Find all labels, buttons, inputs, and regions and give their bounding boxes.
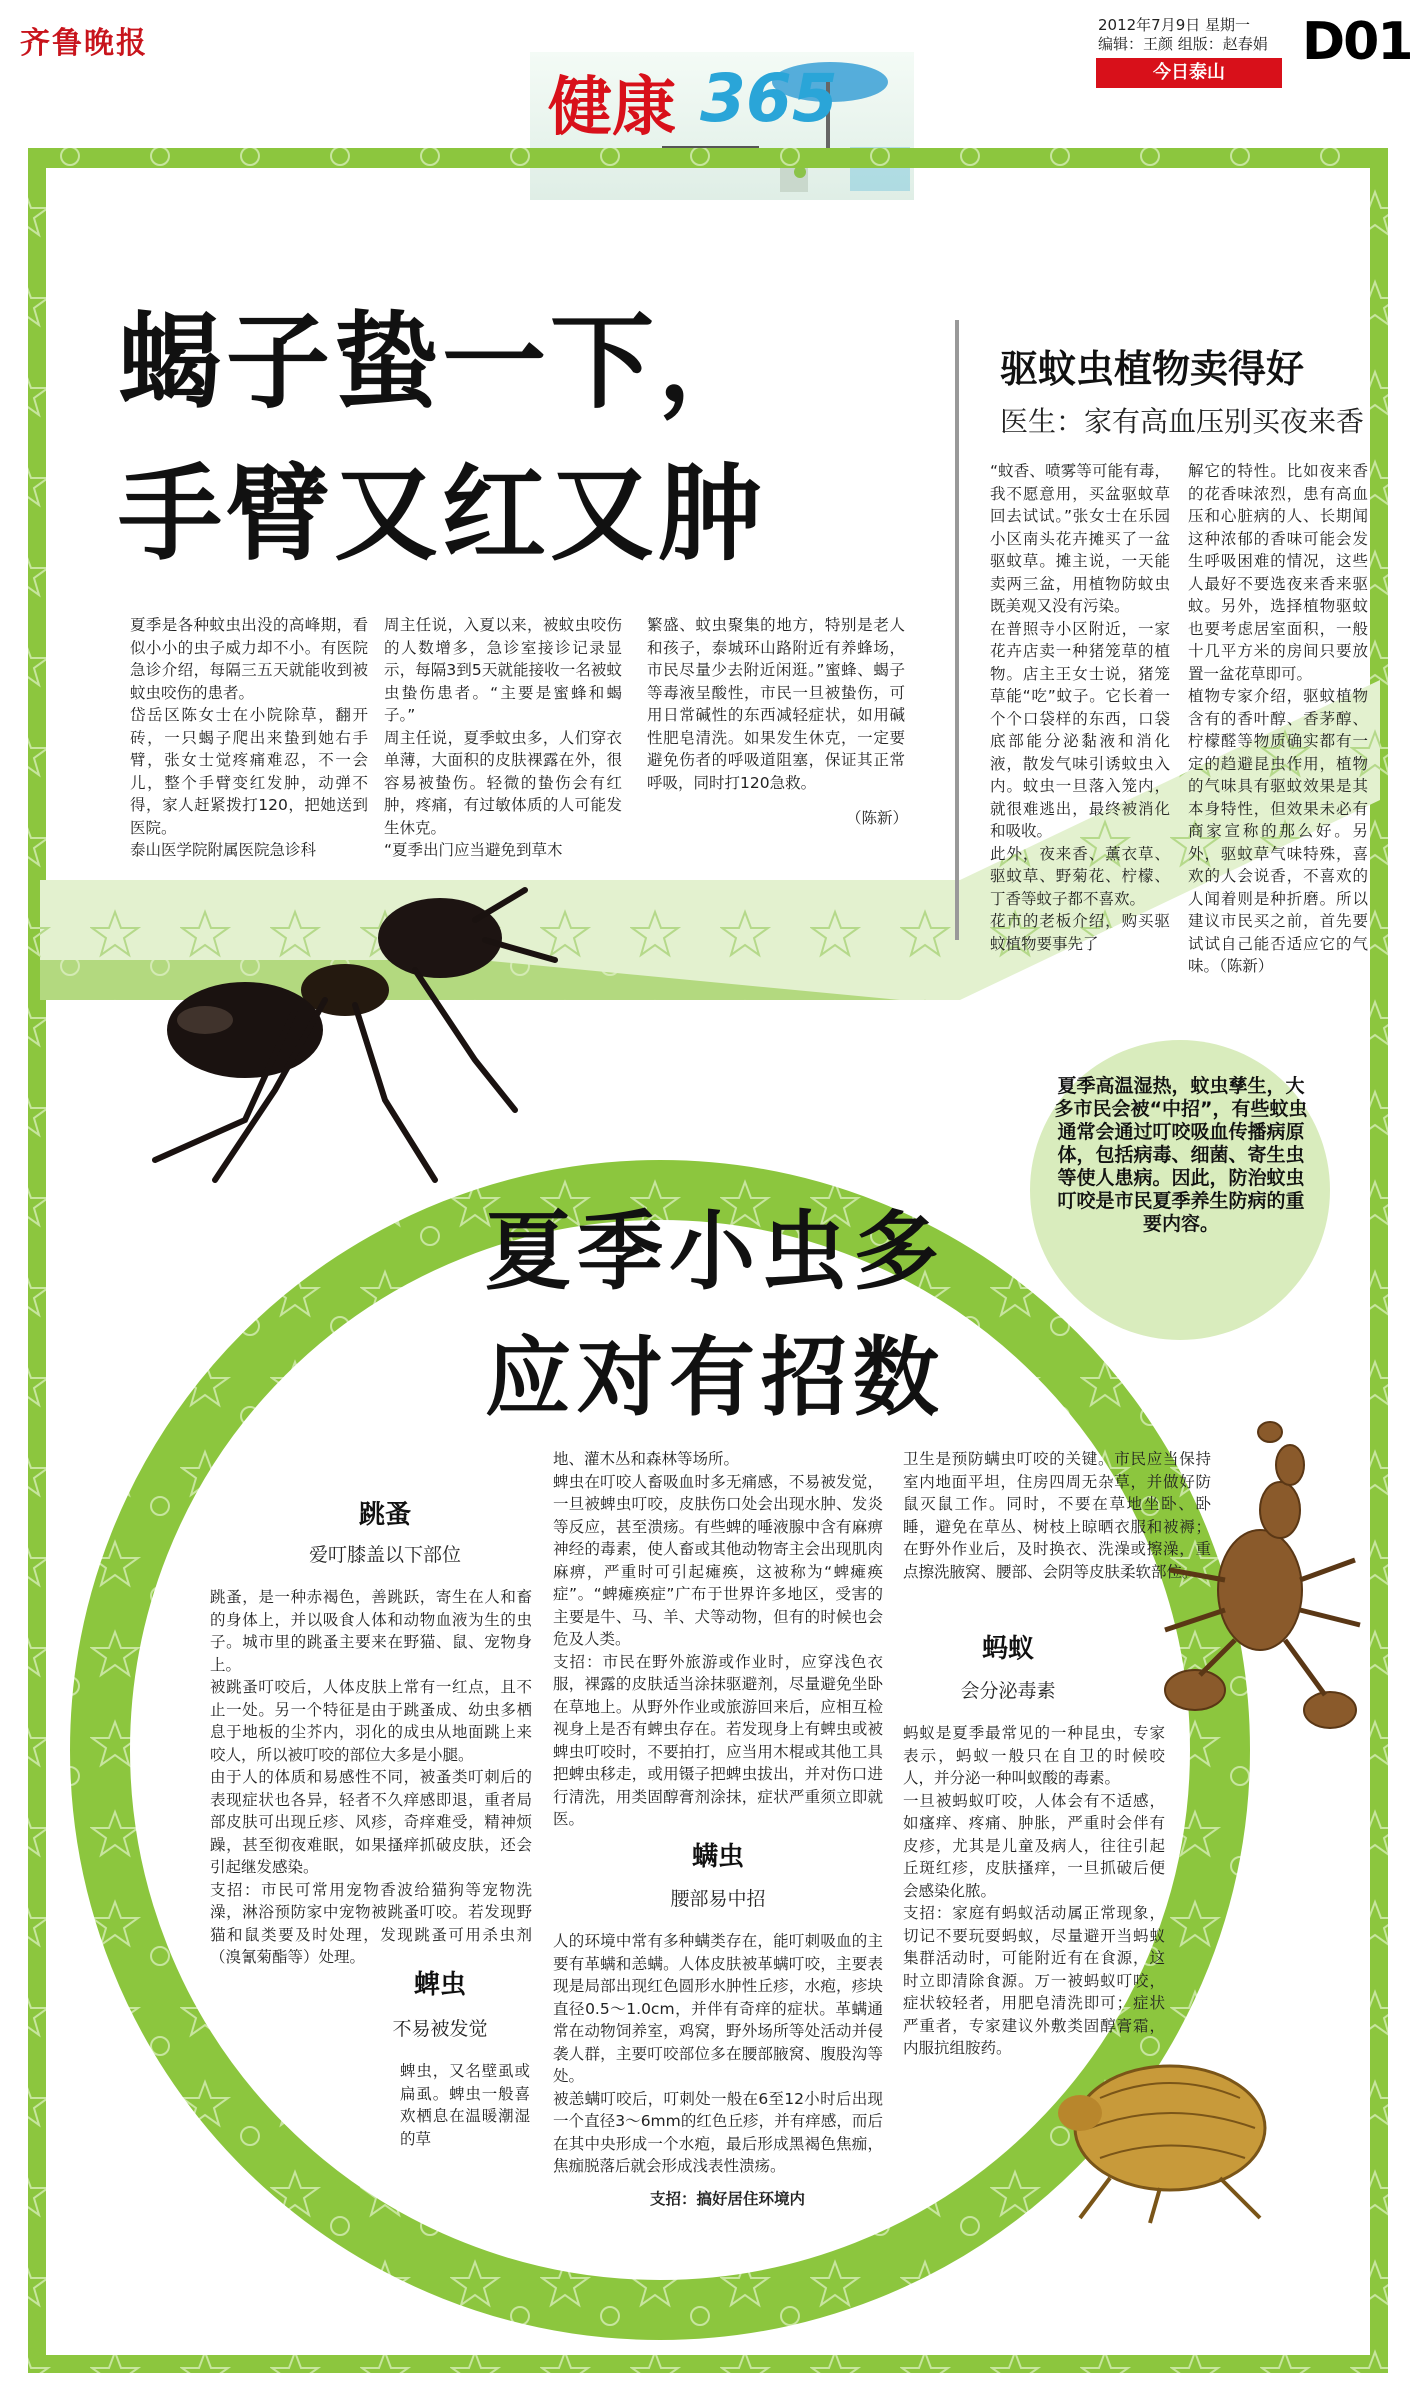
ant-illustration: [95, 880, 575, 1210]
mite-section-body: 人的环境中常有多种螨类存在，能叮刺吸血的主要有革螨和恙螨。人体皮肤被革螨叮咬，主要表现是局部出现红色圆形水肿性丘疹，水疱，疹块直径0.5～1.0cm，并伴有奇痒的症状。革螨通常在动物饲养室，鸡窝，野外场所等处活动并侵袭人群，主要叮咬部位多在腰部腋窝、腹股沟等处。 被恙螨叮咬后，叮刺处一般在6至12小时后出现一个直径3～6mm的红色丘疹，并有痒感，而后在其中央形成一个水疱，最后形成黑褐色焦痂，焦痂脱落后就会形成浅表性溃疡。: [553, 1932, 883, 2175]
flea-section-body: 跳蚤，是一种赤褐色，善跳跃，寄生在人和畜的身体上，并以吸食人体和动物血液为生的虫子。城市里的跳蚤主要来在野猫、鼠、宠物身上。 被跳蚤叮咬后，人体皮肤上常有一红点，且不止一处。另一个特征是由于跳蚤成、幼虫多栖息于地板的尘芥内，羽化的成虫从地面跳上来咬人，所以被叮咬的部位大多是小腿。 由于人的体质和易感性不同，被蚤类叮刺后的表现症状也各异，轻者不久痒感即退，重者局部皮肤可出现丘疹、风疹，奇痒难受，精神烦躁，甚至彻夜难眠，如果搔痒抓破皮肤，还会引起继发感染。 支招：市民可常用宠物香波给猫狗等宠物洗澡，淋浴预防家中宠物被跳蚤叮咬。若发现野猫和鼠类要及时处理，发现跳蚤可用杀虫剂（溴氰菊酯等）处理。: [210, 1588, 532, 1966]
side-story-col2: 解它的特性。比如夜来香的花香味浓烈，患有高血压和心脏病的人、长期闻这种浓郁的香味可能会发生呼吸困难的情况，这些人最好不要选夜来香来驱蚊。另外，选择植物驱蚊也要考虑居室面积，一般十几平方米的房间只要放置一盆花草即可。 植物专家介绍，驱蚊植物含有的香叶醇、香茅醇、柠檬醛等物质确实都有一定的趋避昆虫作用，植物的气味具有驱蚊效果是其本身特性，但效果未必有商家宣称的那么好。另外，驱蚊草气味特殊，喜欢的人会说香，不喜欢的人闻着则是种折磨。所以建议市民买之前，首先要试试自己能否适应它的气味。（陈新）: [1188, 462, 1368, 975]
tick-section-body: 蜱虫，又名壁虱或扁虱。蜱虫一般喜欢栖息在温暖潮湿的草: [400, 2062, 530, 2148]
feature-headline-line1: 夏季小虫多: [485, 1202, 945, 1302]
tick-section-continued: 地、灌木丛和森林等场所。 蜱虫在叮咬人畜吸血时多无痛感，不易被发觉，一旦被蜱虫叮咬，皮肤伤口处会出现水肿、发炎等反应，甚至溃疡。有些蜱的唾液腺中含有麻痹神经的毒素，使人畜或其他动物寄主会出现肌肉麻痹，严重时可引起瘫痪，这被称为“蜱瘫痪症”。“蜱瘫痪症”广布于世界许多地区，受害的主要是牛、马、羊、犬等动物，但有的时候也会危及人类。 支招：市民在野外旅游或作业时，应穿浅色衣服，裸露的皮肤适当涂抹驱避剂，尽量避免坐卧在草地上。从野外作业或旅游回来后，应相互检视身上是否有蜱虫存在。若发现身上有蜱虫或被蜱虫叮咬时，不要拍打，应当用木棍或其他工具把蜱虫移走，或用镊子把蜱虫拔出，并对伤口进行清洗，用类固醇膏剂涂抹，症状严重须立即就医。: [553, 1450, 883, 1828]
ant-section-title: 蚂蚁: [981, 1634, 1034, 1664]
main-story-byline: （陈新）: [846, 809, 909, 827]
flea-illustration: [1040, 2028, 1290, 2228]
newspaper-logo: 齐鲁晚报: [20, 26, 148, 61]
scorpion-illustration: [1140, 1420, 1370, 1750]
ant-section-body: 蚂蚁是夏季最常见的一种昆虫，专家表示，蚂蚁一般只在自卫的时候咬人，并分泌一种叫蚁酸的毒素。 一旦被蚂蚁叮咬，人体会有不适感，如瘙痒、疼痛、肿胀，严重时会伴有皮疹，尤其是儿童及病人，往往引起丘斑红疹，皮肤搔痒，一旦抓破后便会感染化脓。 支招：家庭有蚂蚁活动属正常现象，切记不要玩耍蚂蚁，尽量避开当蚂蚁集群活动时，可能附近有在食源，这时立即清除食源。万一被蚂蚁叮咬，症状较轻者，用肥皂清洗即可；症状严重者，专家建议外敷类固醇膏霜，内服抗组胺药。: [903, 1724, 1165, 2057]
main-story-col2: 周主任说，入夏以来，被蚊虫咬伤的人数增多，急诊室接诊记录显示，每隔3到5天就能接收一名被蚊虫蛰伤患者。“主要是蜜蜂和蝎子。” 周主任说，夏季蚊虫多，人们穿衣单薄，大面积的皮肤裸露在外，很容易被蛰伤。轻微的蛰伤会有红肿，疼痛，有过敏体质的人可能发生休克。 “夏季出门应当避免到草木: [384, 616, 622, 859]
mite-section-continued: 卫生是预防螨虫叮咬的关键。市民应当保持室内地面平坦，住房四周无杂草，并做好防鼠灭鼠工作。同时，不要在草地坐卧、卧睡，避免在草丛、树枝上晾晒衣服和被褥；在野外作业后，及时换衣、洗澡或擦澡，重点擦洗腋窝、腰部、会阴等皮肤柔软部位。: [903, 1450, 1211, 1581]
column-title: 健康: [548, 70, 676, 145]
flea-section-title: 跳蚤: [358, 1500, 411, 1530]
side-headline: 驱蚊虫植物卖得好: [1000, 347, 1305, 391]
mite-section-title: 螨虫: [691, 1842, 744, 1872]
side-story-col1: “蚊香、喷雾等可能有毒，我不愿意用，买盆驱蚊草回去试试。”张女士在乐园小区南头花卉摊买了一盆驱蚊草。摊主说，一天能卖两三盆，用植物防蚊虫既美观又没有污染。 在普照寺小区附近，一家花卉店卖一种猪笼草的植物。店主王女士说，猪笼草能“吃”蚊子。它长着一个个口袋样的东西，口袋底部能分泌黏液和消化液，散发气味引诱蚊虫入内。蚊虫一旦落入笼内，就很难逃出，最终被消化和吸收。 此外，夜来香、薰衣草、驱蚊草、野菊花、柠檬、丁香等蚊子都不喜欢。 花市的老板介绍，购买驱蚊植物要事先了: [990, 462, 1170, 953]
main-story-col1: 夏季是各种蚊虫出没的高峰期，看似小小的虫子威力却不小。有医院急诊介绍，每隔三五天就能收到被蚊虫咬伤的患者。 岱岳区陈女士在小院除草，翻开砖，一只蝎子爬出来蛰到她右手臂，张女士觉疼痛难忍，不一会儿，整个手臂变红发肿，动弹不得，家人赶紧拨打120，把她送到医院。 泰山医学院附属医院急诊科: [130, 616, 368, 859]
column-number: 365: [700, 60, 838, 137]
tick-section-title: 蜱虫: [413, 1970, 466, 2000]
main-headline-line2: 手臂又红又肿: [118, 453, 767, 575]
ant-section-subtitle: 会分泌毒素: [960, 1680, 1056, 1702]
page-number: D01: [1302, 12, 1412, 72]
mite-section-subtitle: 腰部易中招: [670, 1888, 766, 1910]
main-headline-line1: 蝎子蛰一下，: [118, 301, 767, 423]
feature-headline-line2: 应对有招数: [485, 1328, 945, 1428]
editor-credits: 编辑：王颜 组版：赵春娟: [1098, 35, 1268, 53]
summary-text: 夏季高温湿热，蚊虫孳生，大多市民会被“中招”，有些蚊虫通常会通过叮咬吸血传播病原体，包括病毒、细菌、寄生虫等使人患病。因此，防治蚊虫叮咬是市民夏季养生防病的重要内容。: [1054, 1075, 1308, 1235]
issue-date: 2012年7月9日 星期一: [1098, 16, 1251, 34]
flea-section-subtitle: 爱叮膝盖以下部位: [308, 1544, 461, 1566]
section-tag: 今日泰山: [1096, 58, 1282, 88]
tick-section-subtitle: 不易被发觉: [392, 2018, 488, 2040]
main-story-col3: 繁盛、蚊虫聚集的地方，特别是老人和孩子，泰城环山路附近有养蜂场，市民尽量少去附近闲逛。”蜜蜂、蝎子等毒液呈酸性，市民一旦被蛰伤，可用日常碱性的东西减轻症状，如用碱性肥皂清洗。如果发生休克，一定要避免伤者的呼吸道阻塞，保证其正常呼吸，同时打120急救。: [647, 616, 905, 792]
mite-section-tip: 支招：搞好居住环境内: [650, 2190, 806, 2208]
side-subheadline: 医生：家有高血压别买夜来香: [1000, 405, 1365, 438]
